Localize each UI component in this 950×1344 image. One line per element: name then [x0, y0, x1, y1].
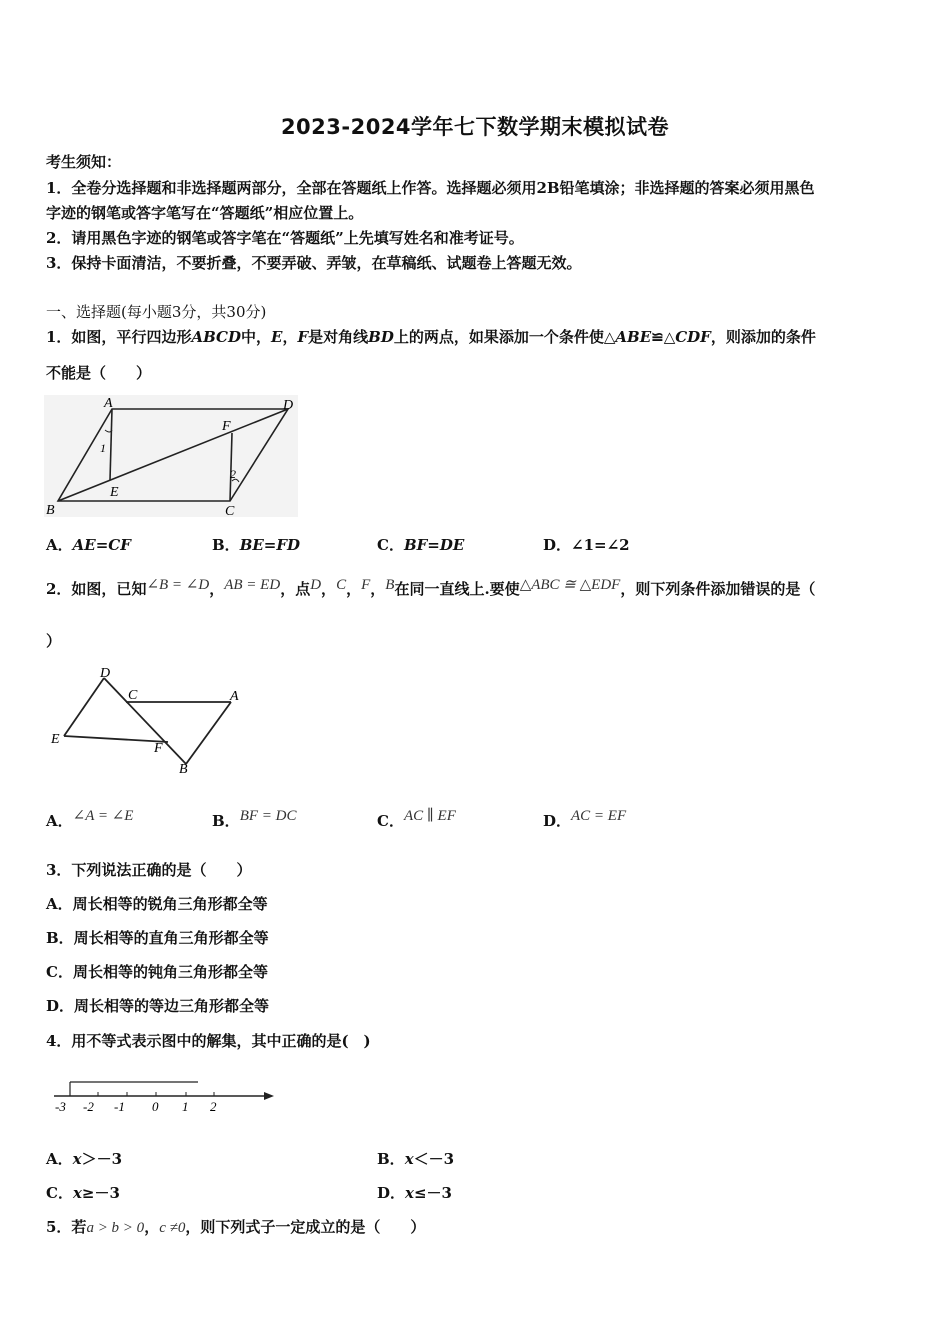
label-e: E — [110, 485, 119, 500]
notice-line-1b: 字迹的钢笔或答字笔写在“答题纸”相应位置上。 — [46, 204, 364, 222]
label-a: A — [104, 396, 113, 411]
q1-stem-line2: 不能是（ ） — [46, 364, 152, 382]
q3-option-a[interactable]: A．周长相等的锐角三角形都全等 — [46, 895, 268, 913]
segment-ab — [186, 702, 231, 764]
tick-label-2: 2 — [210, 1099, 217, 1114]
label-angle-2: 2 — [230, 467, 236, 481]
q1-option-d[interactable]: D．∠1=∠2 — [543, 536, 630, 554]
q4-number-line — [50, 1075, 280, 1117]
notice-line-3: 3．保持卡面清洁，不要折叠，不要弄破、弄皱，在草稿纸、试题卷上答题无效。 — [46, 254, 582, 272]
label-a: A — [230, 689, 239, 704]
axis-arrow — [264, 1092, 274, 1100]
q4-option-d[interactable]: D．x≤－3 — [377, 1184, 452, 1202]
tick-label-neg3: -3 — [55, 1099, 66, 1114]
label-f: F — [154, 741, 163, 756]
q3-option-b[interactable]: B．周长相等的直角三角形都全等 — [46, 929, 269, 947]
tick-label-neg1: -1 — [114, 1099, 125, 1114]
label-d: D — [283, 398, 294, 413]
q1-option-a[interactable]: A．AE=CF — [46, 536, 131, 554]
q4-option-b[interactable]: B．x＜－3 — [377, 1150, 455, 1168]
label-c: C — [225, 504, 235, 519]
q2-stem-line2: ） — [46, 632, 62, 650]
tick-label-0: 0 — [152, 1099, 159, 1114]
q2-option-b[interactable]: B．BF = DC — [212, 808, 297, 830]
notice-line-1a: 1．全卷分选择题和非选择题两部分，全部在答题纸上作答。选择题必须用2B铅笔填涂；非选择题的答案必须用黑色 — [46, 179, 815, 197]
q2-option-c[interactable]: C．AC ∥ EF — [377, 808, 456, 830]
label-d: D — [100, 666, 111, 681]
q1-parallelogram-figure — [40, 393, 302, 520]
segment-db — [104, 678, 186, 764]
q3-option-c[interactable]: C．周长相等的钝角三角形都全等 — [46, 963, 268, 981]
tick-label-neg2: -2 — [83, 1099, 94, 1114]
label-f: F — [222, 419, 231, 434]
label-b: B — [179, 762, 188, 777]
notice-heading: 考生须知： — [46, 153, 122, 171]
segment-ef — [64, 736, 168, 742]
tick-label-1: 1 — [182, 1099, 189, 1114]
q2-triangles-figure — [46, 660, 251, 778]
q2-stem-line1: 2．如图，已知∠B = ∠D，AB = ED，点D，C，F，B在同一直线上.要使△ABC ≅ △EDF，则下列条件添加错误的是（ — [46, 577, 816, 598]
notice-line-2: 2．请用黑色字迹的钢笔或答字笔在“答题纸”上先填写姓名和准考证号。 — [46, 229, 524, 247]
q2-option-a[interactable]: A．∠A = ∠E — [46, 808, 134, 830]
q4-option-a[interactable]: A．x＞－3 — [46, 1150, 123, 1168]
q4-stem: 4．用不等式表示图中的解集，其中正确的是( ) — [46, 1032, 371, 1050]
q1-stem-line1: 1．如图，平行四边形ABCD中，E，F是对角线BD上的两点，如果添加一个条件使△ABE≌△CDF，则添加的条件 — [46, 328, 816, 346]
label-angle-1: 1 — [100, 441, 106, 455]
q2-option-d[interactable]: D．AC = EF — [543, 808, 627, 830]
page-title: 2023-2024学年七下数学期末模拟试卷 — [280, 115, 670, 139]
label-c: C — [128, 688, 138, 703]
section-heading: 一、选择题(每小题3分，共30分) — [46, 303, 267, 321]
q1-option-b[interactable]: B．BE=FD — [212, 536, 301, 554]
q5-stem: 5．若a > b > 0，c ≠0，则下列式子一定成立的是（ ） — [46, 1218, 426, 1236]
q4-option-c[interactable]: C．x≥－3 — [46, 1184, 120, 1202]
label-e: E — [51, 732, 60, 747]
label-b: B — [46, 503, 55, 518]
q1-option-c[interactable]: C．BF=DE — [377, 536, 465, 554]
q3-option-d[interactable]: D．周长相等的等边三角形都全等 — [46, 997, 270, 1015]
q3-stem: 3．下列说法正确的是（ ） — [46, 861, 252, 879]
segment-de — [64, 678, 104, 736]
